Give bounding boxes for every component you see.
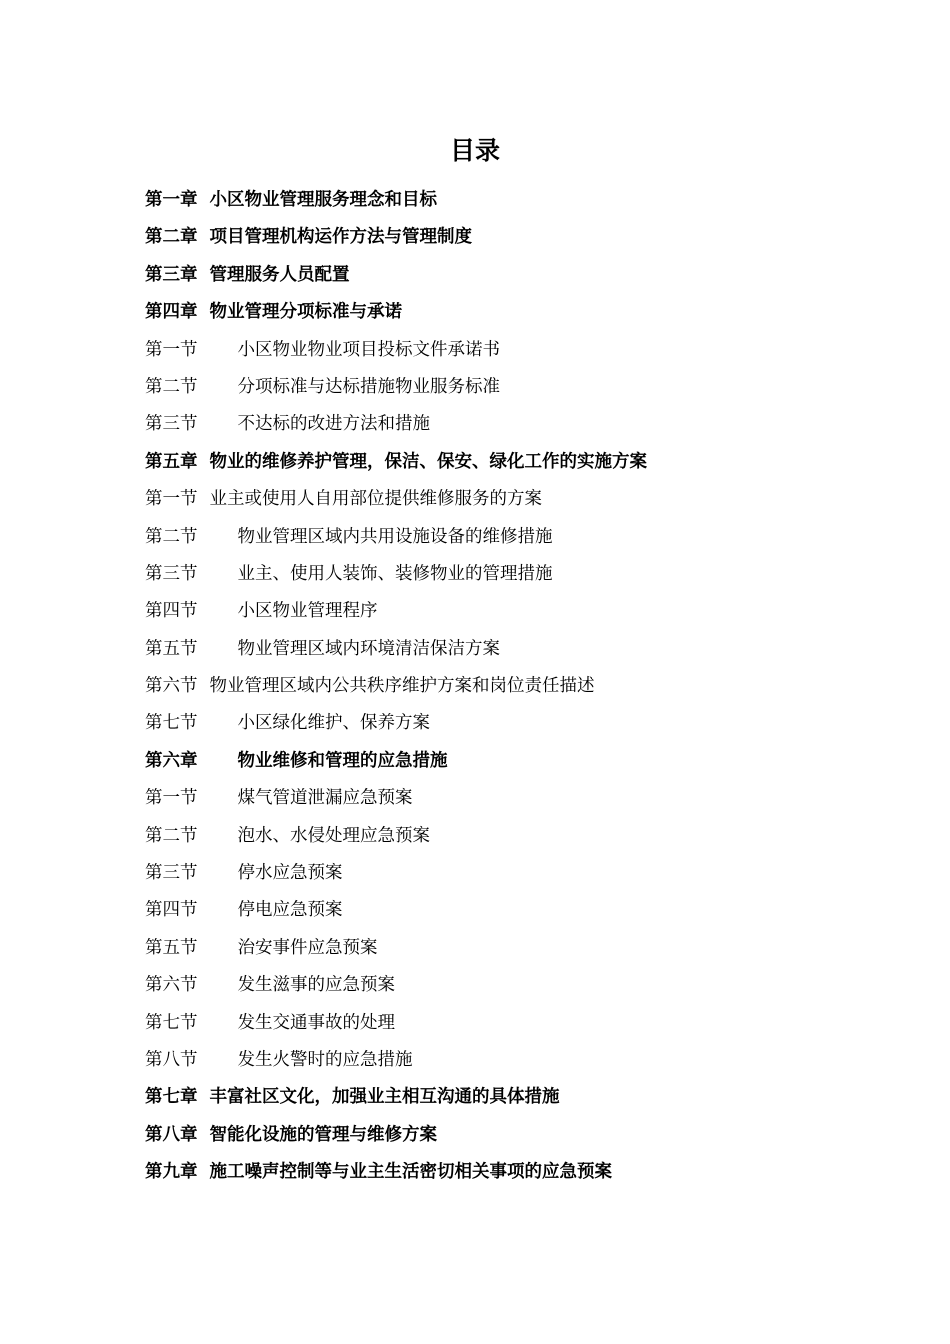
toc-entry-chapter[interactable] [145, 296, 905, 333]
toc-entry-chapter[interactable] [145, 259, 905, 296]
toc-entry-title: 物业管理分项标准与承诺 [209, 302, 402, 323]
toc-entry-title: 丰富社区文化，加强业主相互沟通的具体措施 [209, 1087, 560, 1108]
toc-entry-section[interactable] [145, 521, 905, 558]
toc-entry-label: 第三章 [145, 264, 198, 285]
toc-entry-section[interactable] [145, 1007, 905, 1044]
toc-entry-title: 小区物业管理服务理念和目标 [209, 190, 437, 210]
toc-entry-label: 第八节 [145, 1049, 198, 1070]
toc-entry-title: 管理服务人员配置 [209, 264, 350, 285]
toc-entry-label: 第二章 [145, 227, 198, 248]
toc-entry-section[interactable] [145, 558, 905, 595]
toc-entry-chapter[interactable] [145, 221, 905, 258]
toc-entry-section[interactable] [145, 595, 905, 632]
toc-entry-label: 第七节 [145, 1012, 198, 1033]
toc-list [145, 184, 905, 1194]
toc-entry-title: 智能化设施的管理与维修方案 [209, 1124, 437, 1145]
toc-entry-label: 第三节 [145, 414, 198, 435]
toc-entry-title: 业主、使用人装饰、装修物业的管理措施 [237, 563, 553, 584]
toc-entry-section[interactable] [145, 334, 905, 371]
toc-entry-title: 物业管理区域内共用设施设备的维修措施 [237, 526, 553, 547]
toc-entry-chapter[interactable] [145, 1119, 905, 1156]
toc-entry-label: 第四节 [145, 900, 198, 921]
toc-entry-title: 施工噪声控制等与业主生活密切相关事项的应急预案 [209, 1162, 612, 1183]
toc-entry-label: 第一节 [145, 489, 198, 510]
toc-entry-label: 第六节 [145, 676, 198, 697]
toc-entry-title: 小区物业物业项目投标文件承诺书 [237, 339, 500, 360]
toc-entry-section[interactable] [145, 782, 905, 819]
toc-entry-title: 物业维修和管理的应急措施 [237, 750, 448, 771]
toc-entry-section[interactable] [145, 894, 905, 931]
toc-entry-title: 发生滋事的应急预案 [237, 975, 395, 996]
toc-entry-title: 发生交通事故的处理 [237, 1012, 395, 1033]
toc-entry-label: 第四节 [145, 601, 198, 622]
toc-entry-label: 第五节 [145, 638, 198, 659]
toc-entry-title: 小区绿化维护、保养方案 [237, 713, 430, 734]
toc-entry-title: 项目管理机构运作方法与管理制度 [209, 227, 472, 248]
toc-entry-chapter[interactable] [145, 446, 905, 483]
toc-entry-section[interactable] [145, 932, 905, 969]
toc-entry-title: 停水应急预案 [237, 863, 343, 884]
toc-entry-label: 第二节 [145, 526, 198, 547]
page-title: 目录 [449, 136, 500, 165]
toc-entry-title: 停电应急预案 [237, 900, 343, 921]
toc-entry-title: 分项标准与达标措施物业服务标准 [237, 376, 500, 397]
toc-entry-title: 泡水、水侵处理应急预案 [237, 825, 430, 846]
toc-entry-label: 第九章 [145, 1162, 198, 1183]
toc-entry-label: 第五章 [145, 451, 198, 472]
toc-entry-label: 第八章 [145, 1124, 198, 1145]
toc-entry-label: 第三节 [145, 863, 198, 884]
toc-entry-title: 物业的维修养护管理，保洁、保安、绿化工作的实施方案 [209, 451, 647, 472]
toc-entry-chapter[interactable] [145, 1156, 905, 1193]
toc-entry-chapter[interactable] [145, 184, 905, 221]
toc-entry-label: 第三节 [145, 563, 198, 584]
toc-entry-label: 第七节 [145, 713, 198, 734]
toc-entry-section[interactable] [145, 371, 905, 408]
toc-entry-title: 煤气管道泄漏应急预案 [237, 788, 413, 809]
toc-entry-title: 物业管理区域内环境清洁保洁方案 [237, 638, 500, 659]
toc-entry-label: 第六章 [145, 750, 198, 771]
toc-entry-section[interactable] [145, 483, 905, 520]
toc-entry-label: 第五节 [145, 937, 198, 958]
toc-entry-title: 治安事件应急预案 [237, 937, 378, 958]
toc-entry-section[interactable] [145, 857, 905, 894]
toc-entry-label: 第四章 [145, 302, 198, 323]
toc-entry-title: 业主或使用人自用部位提供维修服务的方案 [209, 489, 542, 510]
toc-entry-section[interactable] [145, 707, 905, 744]
toc-entry-chapter[interactable] [145, 745, 905, 782]
toc-entry-title: 物业管理区域内公共秩序维护方案和岗位责任描述 [209, 676, 595, 697]
toc-entry-label: 第六节 [145, 975, 198, 996]
toc-entry-section[interactable] [145, 670, 905, 707]
toc-entry-title: 小区物业管理程序 [237, 601, 378, 622]
toc-entry-title: 不达标的改进方法和措施 [237, 414, 430, 435]
toc-entry-title: 发生火警时的应急措施 [237, 1049, 413, 1070]
toc-entry-section[interactable] [145, 969, 905, 1006]
toc-entry-section[interactable] [145, 1044, 905, 1081]
toc-entry-label: 第七章 [145, 1087, 198, 1108]
toc-entry-label: 第一节 [145, 788, 198, 809]
toc-entry-label: 第二节 [145, 376, 198, 397]
toc-entry-chapter[interactable] [145, 1081, 905, 1118]
toc-entry-label: 第二节 [145, 825, 198, 846]
toc-entry-section[interactable] [145, 408, 905, 445]
toc-entry-label: 第一节 [145, 339, 198, 360]
toc-entry-label: 第一章 [145, 190, 198, 210]
toc-entry-section[interactable] [145, 633, 905, 670]
toc-entry-section[interactable] [145, 820, 905, 857]
